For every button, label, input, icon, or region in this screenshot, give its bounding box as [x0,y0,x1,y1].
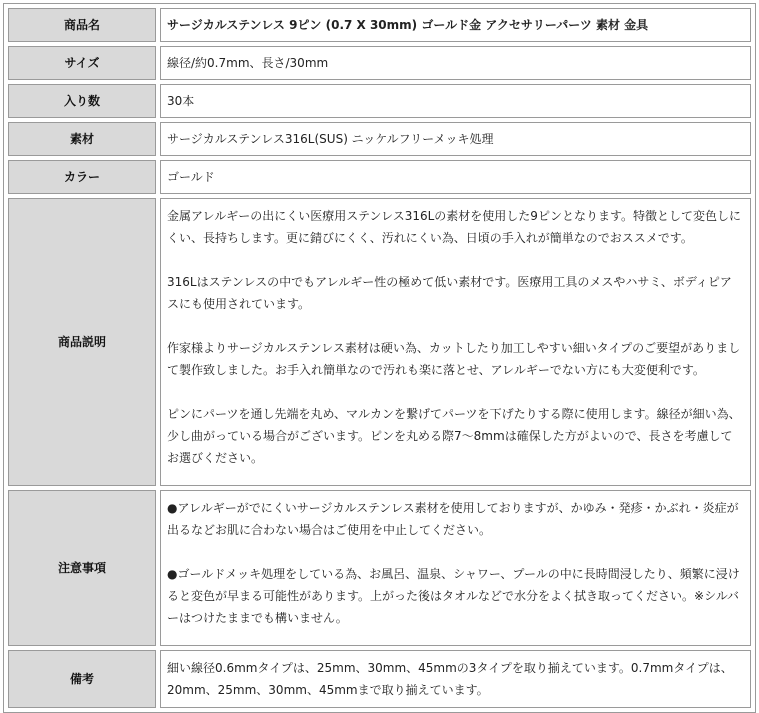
description-label: 商品説明 [8,198,156,486]
description-cell [160,198,751,486]
spec-row-material [8,122,751,156]
size-value: 線径/約0.7mm、長さ/30mm [160,46,751,80]
spec-row-remarks [8,650,751,708]
spec-row-product-name [8,8,751,42]
remarks-value: 細い線径0.6mmタイプは、25mm、30mm、45mmの3タイプを取り揃えています。0.7mmタイプは、20mm、25mm、30mm、45mmまで取り揃えています。 [160,650,751,708]
spec-row-size [8,46,751,80]
size-label: サイズ [8,46,156,80]
product-name-value: サージカルステンレス 9ピン (0.7 X 30mm) ゴールド金 アクセサリーパーツ 素材 金具 [160,8,751,42]
color-label: カラー [8,160,156,194]
color-value: ゴールド [160,160,751,194]
notes-cell [160,490,751,646]
quantity-label: 入り数 [8,84,156,118]
spec-row-quantity [8,84,751,118]
notes-paragraph: ●アレルギーがでにくいサージカルステンレス素材を使用しておりますが、かゆみ・発疹・かぶれ・炎症が出るなどお肌に合わない場合はご使用を中止してください。 [167,501,739,537]
description-paragraph: 金属アレルギーの出にくい医療用ステンレス316Lの素材を使用した9ピンとなります。特徴として変色しにくい、長持ちします。更に錆びにくく、汚れにくい為、日頃の手入れが簡単なのでおススメです。 [167,209,741,245]
description-paragraph: 作家様よりサージカルステンレス素材は硬い為、カットしたり加工しやすい細いタイプのご要望がありまして製作致しました。お手入れ簡単なので汚れも楽に落とせ、アレルギーでない方にも大変便利です。 [167,341,741,377]
spec-row-description [8,198,751,486]
product-spec-table [3,3,756,713]
notes-label: 注意事項 [8,490,156,646]
spec-row-notes [8,490,751,646]
description-paragraph: 316Lはステンレスの中でもアレルギー性の極めて低い素材です。医療用工具のメスやハサミ、ボディピアスにも使用されています。 [167,275,732,311]
material-label: 素材 [8,122,156,156]
description-paragraph: ピンにパーツを通し先端を丸め、マルカンを繋げてパーツを下げたりする際に使用します。線径が細い為、少し曲がっている場合がございます。ピンを丸める際7～8mmは確保した方がよいので、長さを考慮してお選びください。 [167,407,741,465]
quantity-value: 30本 [160,84,751,118]
notes-paragraph: ●ゴールドメッキ処理をしている為、お風呂、温泉、シャワー、プールの中に長時間浸したり、頻繁に浸けると変色が早まる可能性があります。上がった後はタオルなどで水分をよく拭き取ってください。※シルバーはつけたままでも構いません。 [167,567,740,625]
product-name-label: 商品名 [8,8,156,42]
remarks-label: 備考 [8,650,156,708]
material-value: サージカルステンレス316L(SUS) ニッケルフリーメッキ処理 [160,122,751,156]
spec-row-color [8,160,751,194]
